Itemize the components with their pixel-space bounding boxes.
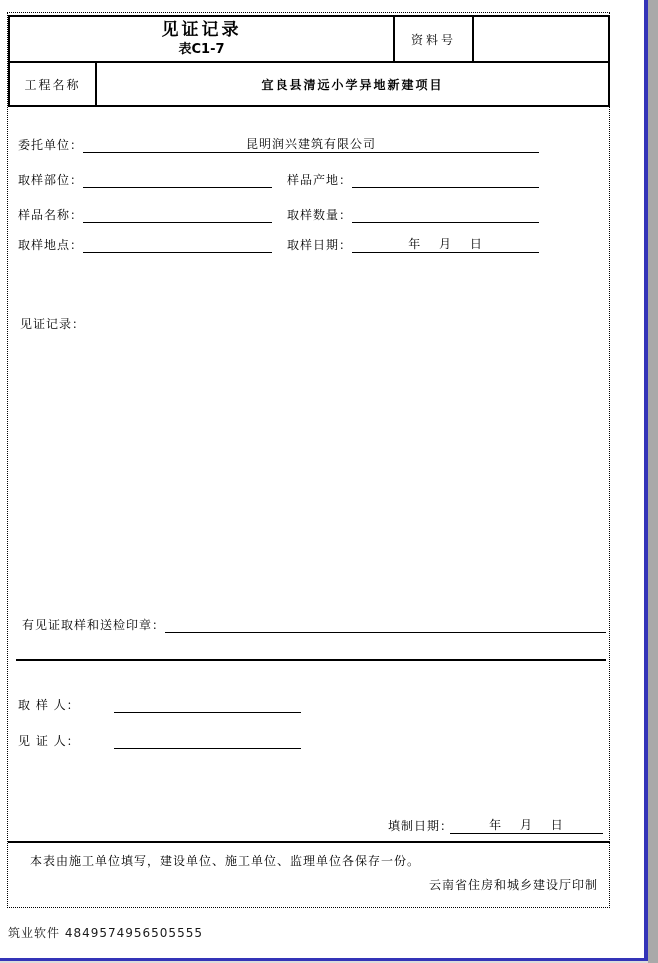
- sampling-part-label: 取样部位：: [18, 173, 84, 187]
- header-row-2: [10, 63, 608, 105]
- sampler-label: 取 样 人：: [18, 698, 80, 712]
- separator-line-lower: [8, 841, 610, 843]
- seal-row: [22, 616, 606, 633]
- sample-name-fill-line: [83, 206, 272, 223]
- seal-fill-line: [165, 616, 606, 633]
- window-outer-gray: [648, 0, 658, 963]
- sample-origin-fill-line: [352, 171, 539, 188]
- sampling-part-fill-line: [83, 171, 272, 188]
- witness-person-label: 见 证 人：: [18, 734, 80, 748]
- client-unit-label: 委托单位：: [18, 138, 84, 152]
- witness-record-label: 见证记录：: [20, 317, 86, 331]
- sampling-place-fill-line: [83, 236, 272, 253]
- sampling-date-label: 取样日期：: [287, 238, 353, 252]
- sample-origin-label: 样品产地：: [287, 173, 353, 187]
- client-unit-row: [18, 136, 539, 153]
- form-code: 表C1-7: [178, 42, 225, 57]
- window-border-right: [644, 0, 648, 961]
- sampling-date-row: [287, 236, 539, 253]
- sampling-place-label: 取样地点：: [18, 238, 84, 252]
- witness-person-fill-line: [114, 732, 301, 749]
- sampling-quantity-row: [287, 206, 539, 223]
- sampling-quantity-fill-line: [352, 206, 539, 223]
- sampling-place-row: [18, 236, 272, 253]
- fill-date-row: [388, 817, 603, 834]
- header-row-1: [10, 17, 608, 63]
- sample-name-label: 样品名称：: [18, 208, 84, 222]
- fill-date-label: 填制日期：: [388, 819, 454, 833]
- sampler-row: [18, 696, 301, 713]
- form-title-cell: [10, 17, 395, 61]
- sample-origin-row: [287, 171, 539, 188]
- footer-note: 本表由施工单位填写，建设单位、施工单位、监理单位各保存一份。: [30, 854, 421, 868]
- seal-label: 有见证取样和送检印章：: [22, 618, 166, 632]
- doc-number-value: [474, 17, 608, 61]
- client-unit-fill-line: 昆明润兴建筑有限公司: [83, 136, 539, 153]
- sampling-quantity-label: 取样数量：: [287, 208, 353, 222]
- form-title: 见证记录: [161, 20, 242, 40]
- software-vendor-text: 筑业软件 4849574956505555: [8, 926, 203, 940]
- sampler-fill-line: [114, 696, 301, 713]
- sampling-part-row: [18, 171, 272, 188]
- project-name-value: 宜良县清远小学异地新建项目: [261, 77, 444, 92]
- separator-line-upper: [16, 659, 606, 661]
- doc-number-label: 资料号: [395, 17, 474, 61]
- witness-person-row: [18, 732, 301, 749]
- sample-name-row: [18, 206, 272, 223]
- header-table: [8, 15, 610, 107]
- sampling-date-fill-line: 年 月 日: [352, 236, 539, 253]
- project-name-label: 工程名称: [10, 63, 97, 105]
- fill-date-fill-line: 年 月 日: [450, 817, 603, 834]
- printed-by-note: 云南省住房和城乡建设厅印制: [428, 878, 598, 892]
